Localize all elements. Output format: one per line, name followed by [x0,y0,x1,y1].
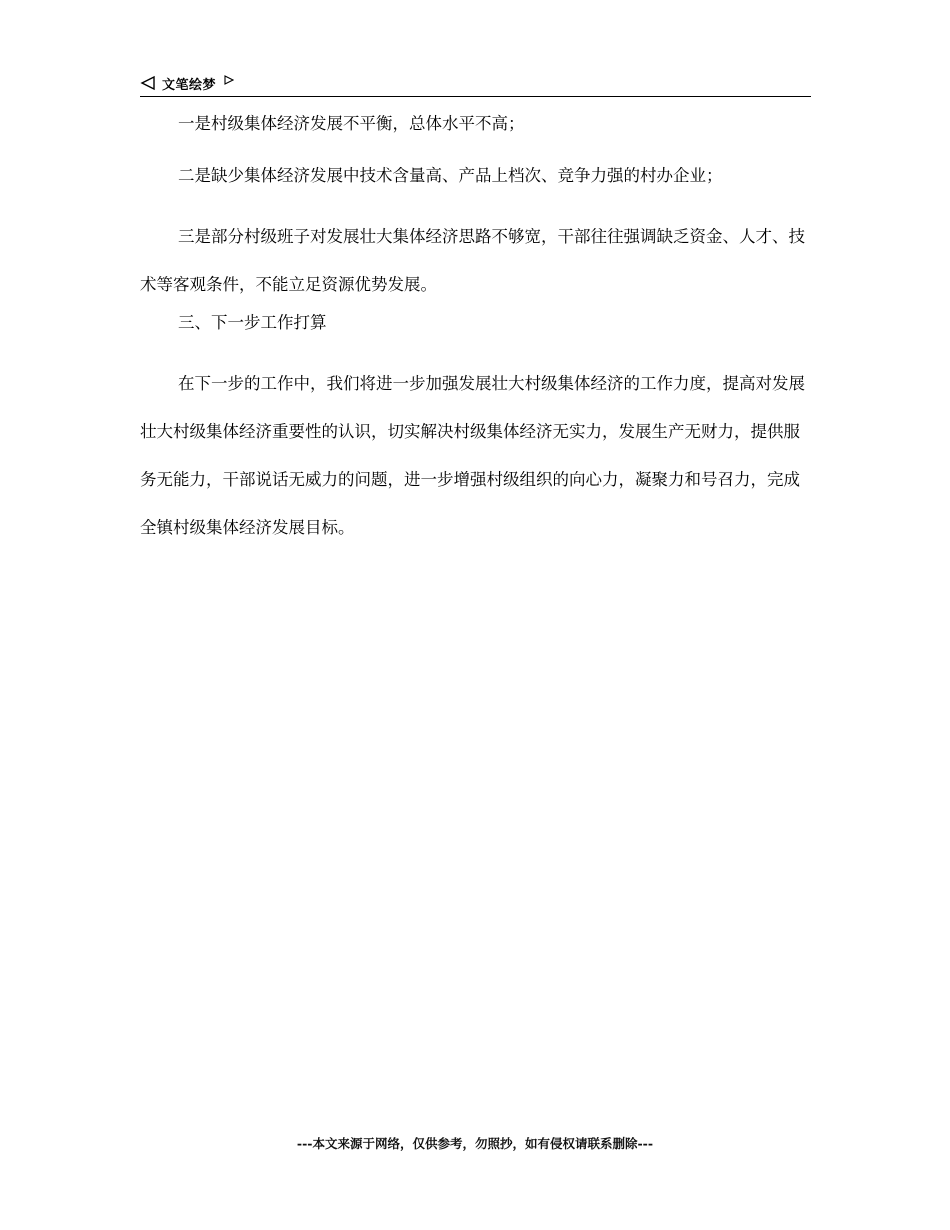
paragraph-2: 二是缺少集体经济发展中技术含量高、产品上档次、竞争力强的村办企业； [178,166,723,185]
triangle-right-icon [224,75,234,85]
paragraph-1: 一是村级集体经济发展不平衡，总体水平不高； [178,114,525,133]
triangle-left-icon [140,75,156,91]
page-header [140,70,811,97]
footer-disclaimer: ---本文来源于网络，仅供参考，勿照抄，如有侵权请联系删除--- [296,1136,654,1151]
brand-title: 文笔绘梦 [162,77,217,93]
section-heading: 三、下一步工作打算 [178,313,327,332]
paragraph-3: 三是部分村级班子对发展壮大集体经济思路不够宽，干部往往强调缺乏资金、人才、技术等客观条件，不能立足资源优势发展。 [140,227,805,294]
paragraph-4: 在下一步的工作中，我们将进一步加强发展壮大村级集体经济的工作力度，提高对发展壮大村级集体经济重要性的认识，切实解决村级集体经济无实力，发展生产无财力，提供服务无能力，干部说话无威力的问题，进一步增强村级组织的向心力，凝聚力和号召力，完成全镇村级集体经济发展目标。 [140,374,805,537]
